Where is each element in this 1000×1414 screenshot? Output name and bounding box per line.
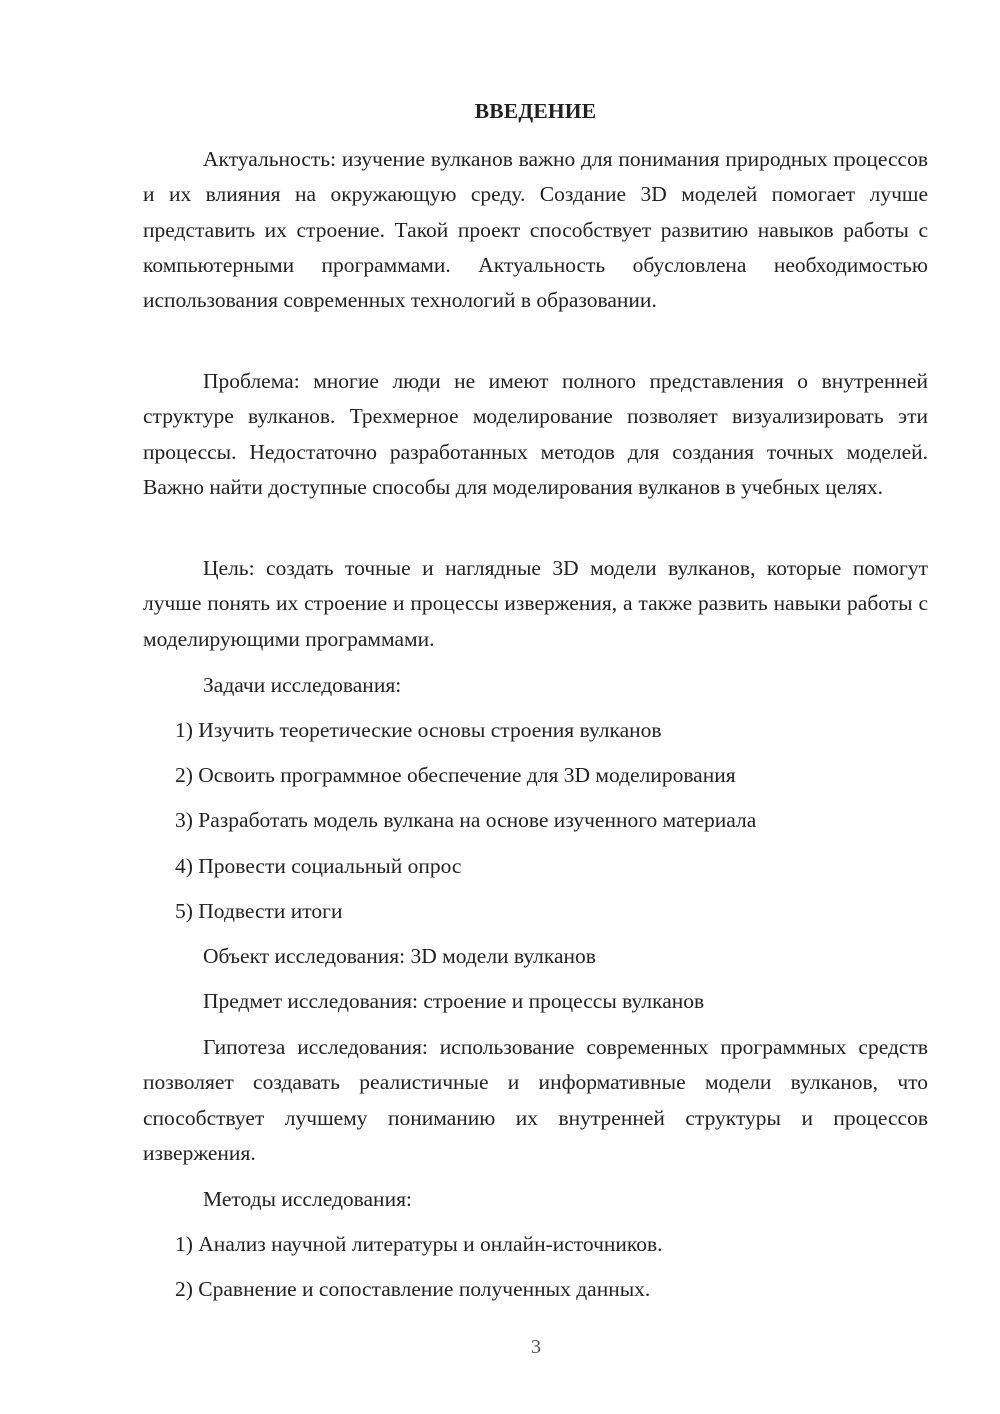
research-subject: Предмет исследования: строение и процессы вулканов <box>203 989 705 1013</box>
hypothesis-paragraph: Гипотеза исследования: использование современных программных средств позволяет создавать реалистичные и информативные модели вулканов, что способствует лучшему пониманию их внутренней структуры и процессов извержения. <box>143 1035 928 1165</box>
task-item: 5) Подвести итоги <box>175 899 343 923</box>
page-number: 3 <box>531 1336 541 1358</box>
method-item: 2) Сравнение и сопоставление полученных данных. <box>175 1277 651 1301</box>
tasks-heading: Задачи исследования: <box>203 673 402 697</box>
methods-heading: Методы исследования: <box>203 1187 412 1211</box>
relevance-paragraph: Актуальность: изучение вулканов важно для понимания природных процессов и их влияния на окружающую среду. Создание 3D моделей помогает лучше представить их строение. Такой проект способствует развитию навыков работы с компьютерными программами. Актуальность обусловлена необходимостью использования современных технологий в образовании. <box>143 147 928 313</box>
task-item: 1) Изучить теоретические основы строения вулканов <box>175 718 662 742</box>
method-item: 1) Анализ научной литературы и онлайн-источников. <box>175 1232 663 1256</box>
research-object: Объект исследования: 3D модели вулканов <box>203 944 596 968</box>
task-item: 2) Освоить программное обеспечение для 3D моделирования <box>175 763 736 787</box>
goal-paragraph: Цель: создать точные и наглядные 3D модели вулканов, которые помогут лучше понять их строение и процессы извержения, а также развить навыки работы с моделирующими программами. <box>143 556 928 651</box>
task-item: 3) Разработать модель вулкана на основе изученного материала <box>175 808 757 832</box>
problem-paragraph: Проблема: многие люди не имеют полного представления о внутренней структуре вулканов. Трехмерное моделирование позволяет визуализировать эти процессы. Недостаточно разработанных методов для создания точных моделей. Важно найти доступные способы для моделирования вулканов в учебных целях. <box>143 369 928 499</box>
task-item: 4) Провести социальный опрос <box>175 854 462 878</box>
section-title: ВВЕДЕНИЕ <box>474 99 597 123</box>
